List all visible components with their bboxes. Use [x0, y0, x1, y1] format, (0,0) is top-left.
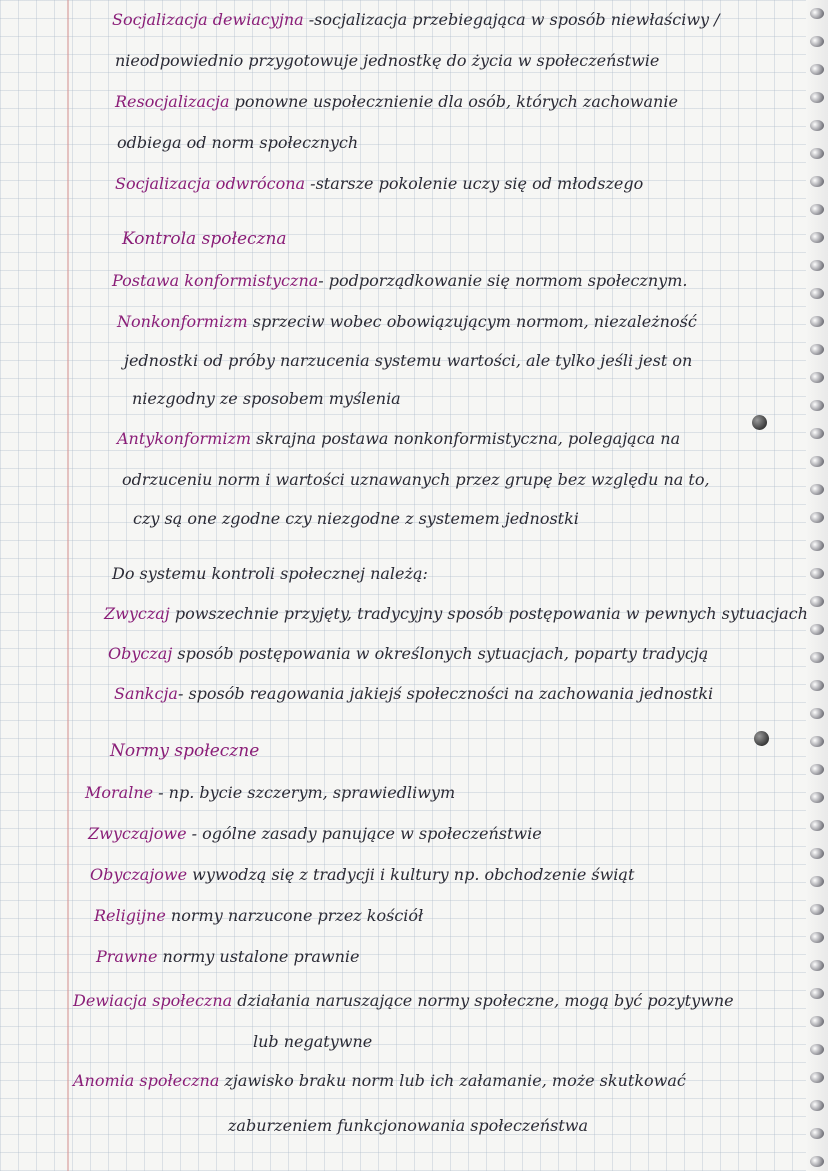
- spiral-ring: [810, 932, 824, 943]
- section-heading: [122, 228, 287, 250]
- note-line: [94, 905, 423, 927]
- term-label: Obyczaj: [108, 644, 173, 663]
- term-label: Sankcja: [114, 684, 178, 703]
- term-label: Obyczajowe: [90, 865, 188, 884]
- term-label: Socjalizacja dewiacyjna: [112, 10, 304, 29]
- term-label: Zwyczajowe: [88, 824, 187, 843]
- term-label: Antykonformizm: [117, 429, 252, 448]
- definition-text: niezgodny ze sposobem myślenia: [132, 389, 401, 408]
- definition-text: Do systemu kontroli społecznej należą:: [112, 564, 428, 583]
- term-label: Nonkonformizm: [117, 312, 248, 331]
- note-line: [85, 782, 455, 804]
- definition-text: skrajna postawa nonkonformistyczna, polegająca na: [251, 429, 681, 448]
- spiral-ring: [810, 1156, 824, 1167]
- note-line: [115, 173, 643, 195]
- term-label: Religijne: [94, 906, 166, 925]
- term-label: Anomia społeczna: [73, 1071, 220, 1090]
- definition-text: odbiega od norm społecznych: [117, 133, 359, 152]
- spiral-ring: [810, 512, 824, 523]
- spiral-ring: [810, 764, 824, 775]
- spiral-ring: [810, 36, 824, 47]
- spiral-ring: [810, 680, 824, 691]
- definition-text: odrzuceniu norm i wartości uznawanych przez grupę bez względu na to,: [122, 470, 710, 489]
- spiral-ring: [810, 792, 824, 803]
- note-line: [228, 1115, 588, 1137]
- definition-text: ponowne uspołecznienie dla osób, których zachowanie: [229, 92, 678, 111]
- term-label: Postawa konformistyczna: [112, 271, 319, 290]
- section-heading: [110, 740, 259, 762]
- note-line: [133, 508, 579, 530]
- spiral-ring: [810, 92, 824, 103]
- note-line: [124, 350, 692, 372]
- spiral-ring: [810, 848, 824, 859]
- spiral-ring: [810, 64, 824, 75]
- definition-text: - np. bycie szczerym, sprawiedliwym: [153, 783, 456, 802]
- note-line: [115, 50, 659, 72]
- definition-text: jednostki od próby narzucenia systemu wartości, ale tylko jeśli jest on: [124, 351, 693, 370]
- spiral-ring: [810, 624, 824, 635]
- definition-text: wywodzą się z tradycji i kultury np. obchodzenie świąt: [187, 865, 635, 884]
- spiral-ring: [810, 484, 824, 495]
- spiral-ring: [810, 988, 824, 999]
- spiral-ring: [810, 1128, 824, 1139]
- spiral-ring: [810, 652, 824, 663]
- note-line: [112, 9, 720, 31]
- definition-text: -starsze pokolenie uczy się od młodszego: [305, 174, 644, 193]
- spiral-ring: [810, 596, 824, 607]
- definition-text: lub negatywne: [253, 1032, 373, 1051]
- spiral-ring: [810, 1072, 824, 1083]
- definition-text: normy ustalone prawnie: [157, 947, 360, 966]
- spiral-ring: [810, 1100, 824, 1111]
- note-line: [122, 469, 710, 491]
- notebook-margin-line: [67, 0, 69, 1171]
- definition-text: - sposób reagowania jakiejś społeczności na zachowania jednostki: [177, 684, 714, 703]
- spiral-binding: [806, 0, 828, 1171]
- spiral-ring: [810, 372, 824, 383]
- definition-text: zjawisko braku norm lub ich załamanie, może skutkować: [219, 1071, 686, 1090]
- spiral-ring: [810, 148, 824, 159]
- spiral-ring: [810, 176, 824, 187]
- note-line: [90, 864, 634, 886]
- spiral-ring: [810, 8, 824, 19]
- term-label: Socjalizacja odwrócona: [115, 174, 306, 193]
- note-line: [96, 946, 360, 968]
- spiral-ring: [810, 708, 824, 719]
- spiral-ring: [810, 456, 824, 467]
- definition-text: - ogólne zasady panujące w społeczeństwie: [186, 824, 542, 843]
- term-label: Zwyczaj: [104, 604, 170, 623]
- spiral-ring: [810, 400, 824, 411]
- definition-text: nieodpowiednio przygotowuje jednostkę do życia w społeczeństwie: [115, 51, 660, 70]
- definition-text: sposób postępowania w określonych sytuacjach, poparty tradycją: [172, 644, 709, 663]
- note-line: [117, 428, 680, 450]
- punched-hole: [752, 415, 767, 430]
- definition-text: normy narzucone przez kościół: [165, 906, 424, 925]
- definition-text: czy są one zgodne czy niezgodne z systemem jednostki: [133, 509, 579, 528]
- term-label: Resocjalizacja: [115, 92, 230, 111]
- term-label: Dewiacja społeczna: [73, 991, 233, 1010]
- spiral-ring: [810, 960, 824, 971]
- definition-text: powszechnie przyjęty, tradycyjny sposób postępowania w pewnych sytuacjach: [169, 604, 808, 623]
- heading-text: Normy społeczne: [110, 741, 260, 761]
- spiral-ring: [810, 260, 824, 271]
- note-line: [117, 311, 697, 333]
- note-line: [104, 603, 808, 625]
- spiral-ring: [810, 876, 824, 887]
- spiral-ring: [810, 1044, 824, 1055]
- note-line: [253, 1031, 372, 1053]
- spiral-ring: [810, 288, 824, 299]
- spiral-ring: [810, 1016, 824, 1027]
- spiral-ring: [810, 120, 824, 131]
- definition-text: -socjalizacja przebiegająca w sposób niewłaściwy /: [303, 10, 720, 29]
- spiral-ring: [810, 316, 824, 327]
- spiral-ring: [810, 344, 824, 355]
- definition-text: zaburzeniem funkcjonowania społeczeństwa: [228, 1116, 588, 1135]
- heading-text: Kontrola społeczna: [122, 229, 287, 249]
- note-line: [117, 132, 358, 154]
- definition-text: działania naruszające normy społeczne, mogą być pozytywne: [232, 991, 734, 1010]
- note-line: [112, 563, 428, 585]
- spiral-ring: [810, 232, 824, 243]
- definition-text: sprzeciw wobec obowiązującym normom, niezależność: [247, 312, 697, 331]
- spiral-ring: [810, 568, 824, 579]
- spiral-ring: [810, 904, 824, 915]
- spiral-ring: [810, 204, 824, 215]
- spiral-ring: [810, 428, 824, 439]
- note-line: [108, 643, 708, 665]
- note-line: [73, 990, 734, 1012]
- term-label: Moralne: [85, 783, 154, 802]
- note-line: [114, 683, 713, 705]
- note-line: [73, 1070, 686, 1092]
- punched-hole: [754, 731, 769, 746]
- note-line: [112, 270, 687, 292]
- term-label: Prawne: [96, 947, 158, 966]
- definition-text: - podporządkowanie się normom społecznym.: [318, 271, 688, 290]
- spiral-ring: [810, 540, 824, 551]
- spiral-ring: [810, 820, 824, 831]
- note-line: [88, 823, 542, 845]
- note-line: [132, 388, 401, 410]
- spiral-ring: [810, 736, 824, 747]
- note-line: [115, 91, 678, 113]
